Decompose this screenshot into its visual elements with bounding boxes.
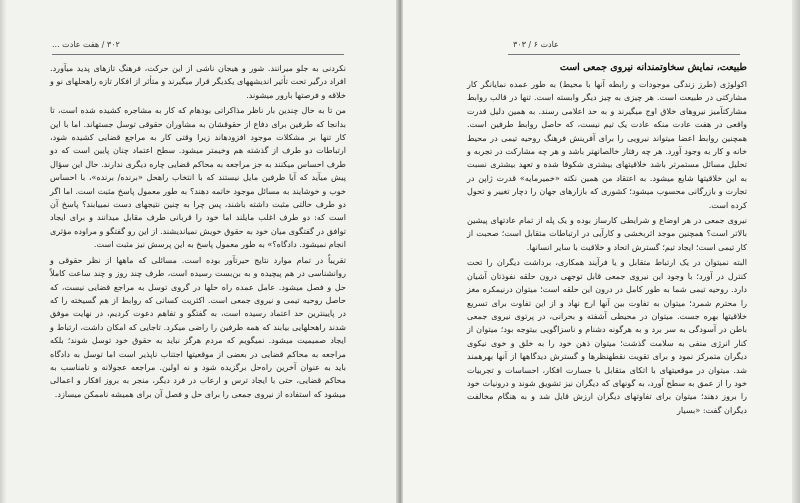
right-paragraph-2: نیروی جمعی در هر اوضاع و شرایطی کارساز بوده و یک پله از تمام عادتهای پیشین بالاتر است؟ همچنین موجد اثربخشی و کارآیی در ارتباطات متقابل است؛ صحبت از کار تیمی است؛ ایجاد تیم؛ گسترش اتحاد و خلاقیت با سایر انسانها.	[467, 215, 747, 252]
left-page-header: ۳۰۲ / هفت عادت ...	[52, 40, 120, 49]
section-title: طبیعت، نمایش سخاوتمندانه نیروی جمعی است	[559, 62, 747, 73]
left-page-body	[50, 62, 346, 401]
left-paragraph-1: نکردنی به جلو میرانند. شور و هیجان ناشی از این حرکت، فرهنگ تازهای پدید میآورد. افراد درگیر تحت تأثیر اندیشههای یکدیگر قرار میگیرند و متأثر از افکار تازه راهحلهای نو و خلاقه و فرصتها بارور میشوند.	[50, 63, 346, 100]
right-paragraph-1: اکولوژی (طرز زندگی موجودات و رابطه آنها با محیط) به طور عمده نمایانگر کار مشارکتی در طبیعت است. هر چیزی به چیز دیگر وابسته است. تنها در قالب روابط مشارکتآمیز نیروهای خلاق اوج میگیرند و به حد اعلامی رسند. به همین دلیل قدرت واقعی در هفت عادت منکه عادت یک تیم نیست، که حاصل روابط طرفین است. همچنین روابط اعضا میتواند نیرویی را برای آفرینش فرهنگ روحیه تیمی در محیط خانه و کار به وجود آورد. هر چه رفتار خالصانهتر باشد و هر چه مشارکت در تجربه و تحلیل مسائل مستمرتر باشد خلاقیتهای بیشتری شکوفا شده و تعهد بیشتری نسبت به این خلاقیتها شایع میشود. به اعتقاد من همین نکته «خمیرمایه» قدرت ژاپن در تجارت و بازرگانی محسوب میشود؛ کشوری که بازارهای جهان را دچار تغییر و تحول کرده است.	[467, 79, 747, 210]
left-paragraph-3: تقریباً در تمام موارد نتایج حیرتآور بوده است. مسائلی که ماهها از نظر حقوقی و روانشناسی در هم پیچیده و به بن‌بست رسیده است، طرف چند روز و چند ساعت کاملاً حل و فصل میشود. عامل عمده راه حلها در گروی توسل به مراجع قضایی نیست، که حاصل روحیه تیمی و نیروی جمعی است. اکثریت کسانی که روابط از هم گسیخته را که در پایینترین حد اعتماد رسیده است، به گفتگو و تفاهم دعوت کردیم، در نهایت موفق شدند راهحلهایی بیابند که همه طرفین را راضی میکرد. تاجایی که امکان داشت، ارتباط و ایجاد صمیمیت میشود. نمیگویم که مردم هرگز نباید به حقوق خود توسل شوند؛ بلکه مراجعه به محاکم قضایی در بعضی از موقعیتها اجتناب ناپذیر است اما توسل به دادگاه باید به عنوان آخرین راه‌حل برگزیده شود و نه اولین. مراجعه عجولانه و نامناسب به محاکم قضایی، حتی با ایجاد ترس و ارعاب در فرد دیگر، منجر به بروز افکار و اعمالی میشود که استفاده از نیروی جمعی را برای حل و فصل آن برای همیشه ناممکن میسازد.	[50, 254, 346, 399]
right-header-rule	[508, 54, 740, 55]
left-header-rule	[52, 54, 344, 55]
right-page-edge	[792, 0, 800, 503]
left-page-edge	[0, 0, 6, 503]
right-paragraph-3: البته نمیتوان در یک ارتباط متقابل و یا فرآیند همکاری، برداشت دیگران را تحت کنترل در آورد؛ با وجود این نیروی جمعی قابل توجهی درون حلقه نفوذتان آشیان دارد. روحیه تیمی شما به طور کامل در درون این حلقه است؛ میتوان درنیمکره مغز را محترم شمرد؛ میتوان به تفاوت بین آنها ارج نهاد و از این تفاوت برای تسریع خلاقیتها بهره جست. میتوان در محیطی آشفته و بحرانی، در پرتوی نیروی جمعی باطن در آسودگی به سر برد و به هرگونه دشنام و ناسزاگویی بیتوجه بود؛ میتوان از کنار انرژی منفی به سلامت گذشت؛ میتوان ذهن خود را به خلق و خوی نیکوی دیگران متمرکز نمود و برای تقویت نقطهنظرها و گسترش دیدگاهها از آنها بهرهمند شد. میتوان در موقعیتهای با اتکای متقابل با جسارت افکار، احساسات و تجربیات خود را از عمق به سطح آورد، به گونهای که دیگران نیز تشویق شوند و درونیات خود را بروز دهند؛ میتوان برای تفاوتهای دیگران ارزش قایل شد و به هنگام مخالفت دیگران گفت: «بسیار	[467, 257, 747, 415]
left-paragraph-2: من تا به حال چندین بار ناظر مذاکراتی بودهام که کار به مشاجره کشیده شده است، تا بدانجا که طرفین برای دفاع از حقوقشان به مشاوران حقوقی توسل جستهاند. اما با این کار تنها بر مشکلات موجود افزودهاند زیرا وقتی کار به مراجع قضایی کشیده شود، ارتباطات دو طرف از گذشته هم وخیمتر میشود. سطح اعتماد چنان پایین است که دو طرف احساس میکنند به جز مراجعه به محاکم قضایی چاره دیگری ندارند. حال این سؤال پیش میآید که آیا طرفین مایل نیستند که با انتخاب راهحل «برنده/ برنده»، با احساس خوب و خوشایند به مسائل موجود خاتمه دهند؟ به طور معمول پاسخ مثبت است. اما اگر دو طرف حالتی مثبت داشته باشند، پس چرا به چنین نتیجهای دست نمییابند؟ پاسخ آن است که: دو طرف اغلب مایلند اما خود را قربانی طرف مقابل میدانند و برای ایجاد توافق در گفتگوی میان خود به حقوق خویش نمیاندیشند. از این رو گفتگو و مراوده مؤثری انجام نمیشود. دادگاه؟» به طور معمول پاسخ به این پرسش نیز مثبت است.	[50, 105, 346, 250]
right-page	[403, 0, 800, 503]
right-page-body	[467, 78, 747, 417]
right-page-header: عادت ۶ / ۳۰۳	[513, 40, 559, 49]
